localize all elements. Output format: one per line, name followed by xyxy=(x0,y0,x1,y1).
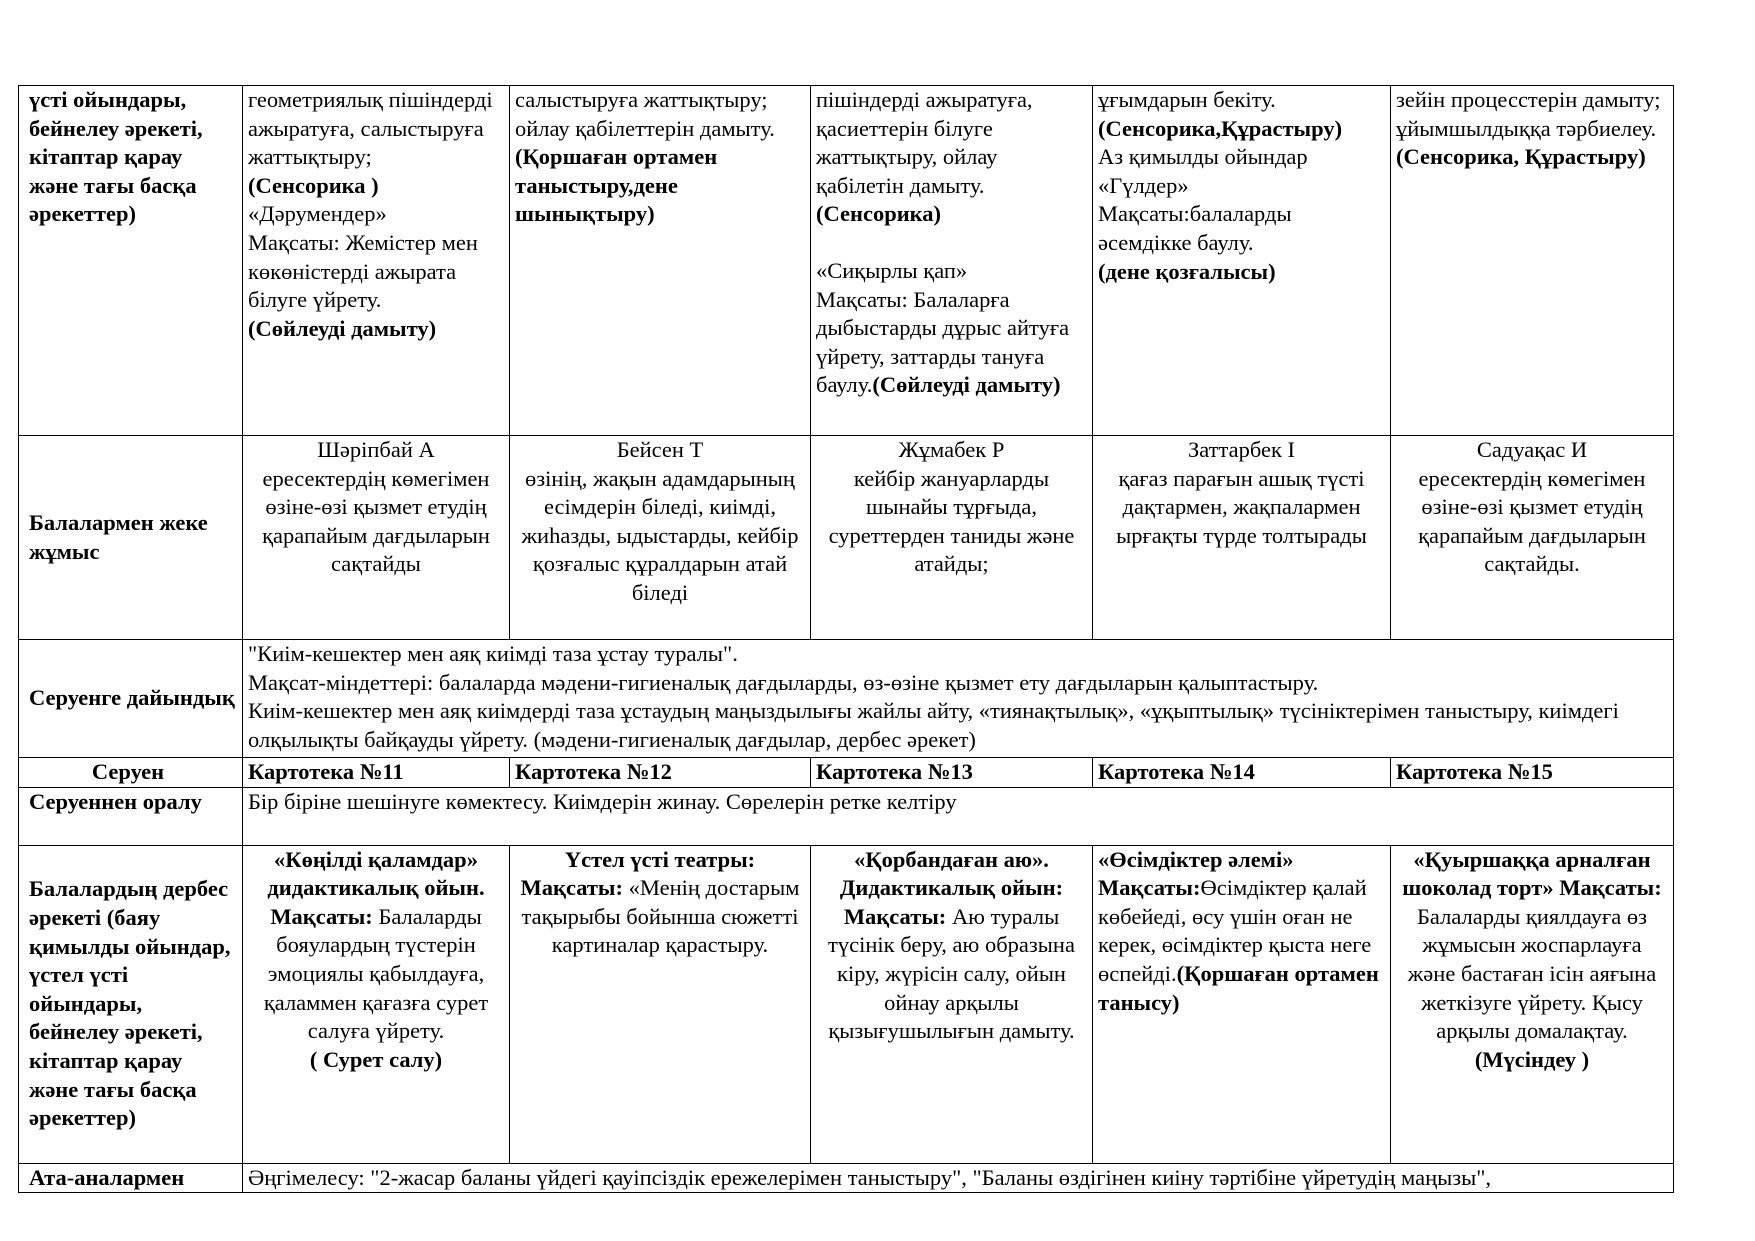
cell-goal: Мақсаты: Жемістер мен көкөністерді ажырата білуге үйрету. xyxy=(248,229,478,313)
cell-text: салыстыруға жаттықтыру; ойлау қабілеттерін дамыту. xyxy=(515,87,775,141)
cell-return: Бір біріне шешінуге көмектесу. Киімдерін жинау. Сөрелерін ретке келтіру xyxy=(243,787,1674,845)
row-walk-prep xyxy=(19,640,1674,758)
child-name: Садуақас И xyxy=(1476,437,1588,462)
cell-parents: Әңгімелесу: "2-жасар баланы үйдегі қауіпсіздік ережелерімен таныстыру", "Баланы өздігінен киіну тәртібіне үйретудің маңызы", xyxy=(243,1163,1674,1193)
game-title: «Өсімдіктер әлемі» xyxy=(1098,846,1294,872)
prep-description: Киім-кешектер мен аяқ киімдерді таза ұстаудың маңыздылығы жайлы айту, «тиянақтылық», «ұқыптылық» түсініктерімен таныстыру, киімдегі олқылықты байқауды үйрету. (мәдени-гигиеналық дағдылар, дербес әрекет) xyxy=(248,698,1619,752)
goal-text: Өсімдіктер қалай көбейеді, өсу үшін оған не керек, өсімдіктер қыста неге өспейді. xyxy=(1098,875,1372,986)
row-label-individual: Балалармен жеке жұмыс xyxy=(19,436,243,640)
row-individual-work xyxy=(19,436,1674,640)
game-type: Дидактикалық ойын: xyxy=(839,875,1064,901)
cell-independent-thu xyxy=(1093,845,1391,1163)
cell-area: (Сенсорика ) xyxy=(248,172,379,198)
cell-goal: Мақсаты:балаларды әсемдікке баулу. xyxy=(1098,201,1292,255)
prep-topic: "Киім-кешектер мен аяқ киімді таза ұстау туралы". xyxy=(248,641,738,666)
cell-independent-wed xyxy=(811,845,1093,1163)
goal-text: Балаларды бояулардың түстерін эмоциялы қабылдауға, қаламмен қағазға сурет салуға үйрету. xyxy=(263,903,489,1044)
cell-area: (Сенсорика, Құрастыру) xyxy=(1396,144,1646,170)
goal-label: Мақсаты: xyxy=(520,875,623,901)
child-task: қағаз парағын ашық түсті дақтармен, жақпалармен ырғақты түрде толтырады xyxy=(1116,465,1367,548)
row-independent-activity xyxy=(19,845,1674,1163)
cell-independent-tue xyxy=(510,845,811,1163)
goal-label: Мақсаты: xyxy=(1559,875,1662,901)
cell-area: (дене қозғалысы) xyxy=(1098,258,1276,284)
cell-individual-tue xyxy=(510,436,811,640)
row-parents xyxy=(19,1163,1674,1193)
row-label-walk-prep: Серуенге дайындық xyxy=(19,640,243,758)
goal-text: Аю туралы түсінік беру, аю образына кіру, жүрісін салу, ойын ойнау арқылы қызығушылығын дамыту. xyxy=(828,903,1075,1044)
cell-individual-wed xyxy=(811,436,1093,640)
cell-area: (Сенсорика,Құрастыру) xyxy=(1098,115,1343,141)
cell-activity-mon xyxy=(243,86,510,436)
cell-area: (Сөйлеуді дамыту) xyxy=(248,315,437,341)
cell-independent-fri xyxy=(1391,845,1674,1163)
cell-activity-fri xyxy=(1391,86,1674,436)
cell-walk-thu: Картотека №14 xyxy=(1093,758,1391,788)
row-return xyxy=(19,787,1674,845)
row-activity-continued xyxy=(19,86,1674,436)
cell-text: пішіндерді ажыратуға, қасиеттерін білуге жаттықтыру, ойлау қабілетін дамыту. xyxy=(816,87,1033,198)
cell-text: ұғымдарын бекіту. xyxy=(1098,87,1276,112)
child-task: ересектердің көмегімен өзіне-өзі қызмет етудің қарапайым дағдыларын сақтайды xyxy=(262,465,490,577)
row-label-parents: Ата-аналармен xyxy=(19,1163,243,1193)
goal-text: Балаларды қиялдауға өз жұмысын жоспарлауға және бастаған ісін аяғына жеткізуге үйрету. Қысу арқылы домалақтау. xyxy=(1407,903,1657,1044)
row-label-activity: үсті ойындары, бейнелеу әрекеті, кітаптар қарау және тағы басқа әрекеттер) xyxy=(19,86,243,436)
weekly-plan-table xyxy=(18,85,1674,1193)
cell-area: (Қоршаған ортамен таныстыру,дене шынықтыру) xyxy=(515,144,718,227)
child-task: ересектердің көмегімен өзіне-өзі қызмет етудің қарапайым дағдыларын сақтайды. xyxy=(1418,465,1646,577)
cell-walk-tue: Картотека №12 xyxy=(510,758,811,788)
cell-individual-mon xyxy=(243,436,510,640)
game-title: «Қорбандаған аю». xyxy=(854,846,1049,872)
child-name: Жұмабек Р xyxy=(898,437,1005,462)
cell-independent-mon xyxy=(243,845,510,1163)
cell-activity-tue xyxy=(510,86,811,436)
cell-walk-fri: Картотека №15 xyxy=(1391,758,1674,788)
game-title: «Көңілді қаламдар» дидактикалық ойын. xyxy=(267,846,485,901)
cell-goal: Мақсаты: Балаларға дыбыстарды дұрыс айтуға үйрету, заттарды тануға баулу. xyxy=(816,286,1070,398)
cell-activity-wed xyxy=(811,86,1093,436)
cell-individual-fri xyxy=(1391,436,1674,640)
cell-area: (Сөйлеуді дамыту) xyxy=(872,372,1061,398)
prep-goal: Мақсат-міндеттері: балаларда мәдени-гигиеналық дағдыларды, өз-өзіне қызмет ету дағдыларын қалыптастыру. xyxy=(248,669,1319,695)
row-label-return: Серуеннен оралу xyxy=(19,787,243,845)
row-label-walk: Серуен xyxy=(19,758,243,788)
cell-individual-thu xyxy=(1093,436,1391,640)
child-task: кейбір жануарларды шынайы тұрғыда, суреттерден таниды және атайды; xyxy=(828,465,1075,577)
plan-page xyxy=(18,85,1674,1193)
goal-text: «Менің достарым тақырыбы бойынша сюжетті картиналар қарастыру. xyxy=(521,875,800,958)
child-task: өзінің, жақын адамдарының есімдерін біледі, киімді, жиһазды, ыдыстарды, кейбір қозғалыс құралдарын атай біледі xyxy=(521,465,799,605)
game-title: «Қуыршаққа арналған шоколад торт» xyxy=(1402,846,1651,901)
cell-walk-mon: Картотека №11 xyxy=(243,758,510,788)
cell-walk-prep xyxy=(243,640,1674,758)
cell-area: (Мүсіндеу ) xyxy=(1474,1046,1590,1072)
game-title: «Дәрумендер» xyxy=(248,201,387,227)
game-title: Аз қимылды ойындар «Гүлдер» xyxy=(1098,144,1308,198)
child-name: Бейсен Т xyxy=(616,437,704,462)
cell-activity-thu xyxy=(1093,86,1391,436)
cell-area: ( Сурет салу) xyxy=(309,1046,443,1072)
cell-area: (Қоршаған ортамен танысу) xyxy=(1098,960,1379,1015)
cell-text: геометриялық пішіндерді ажыратуға, салыстыруға жаттықтыру; xyxy=(248,87,493,170)
row-label-independent: Балалардың дербес әрекеті (баяу қимылды ойындар, үстел үсті ойындары, бейнелеу әрекеті, кітаптар қарау және тағы басқа әрекеттер) xyxy=(19,845,243,1163)
game-title: Үстел үсті театры: xyxy=(564,846,756,872)
row-walk xyxy=(19,758,1674,788)
child-name: Заттарбек І xyxy=(1187,437,1296,462)
cell-walk-wed: Картотека №13 xyxy=(811,758,1093,788)
cell-text: зейін процесстерін дамыту; ұйымшылдыққа тәрбиелеу. xyxy=(1396,87,1661,141)
goal-label: Мақсаты: xyxy=(843,903,947,929)
game-title: «Сиқырлы қап» xyxy=(816,257,968,283)
goal-label: Мақсаты: xyxy=(270,903,373,929)
cell-area: (Сенсорика) xyxy=(816,201,942,227)
goal-label: Мақсаты: xyxy=(1098,875,1201,901)
child-name: Шәріпбай А xyxy=(317,437,435,462)
